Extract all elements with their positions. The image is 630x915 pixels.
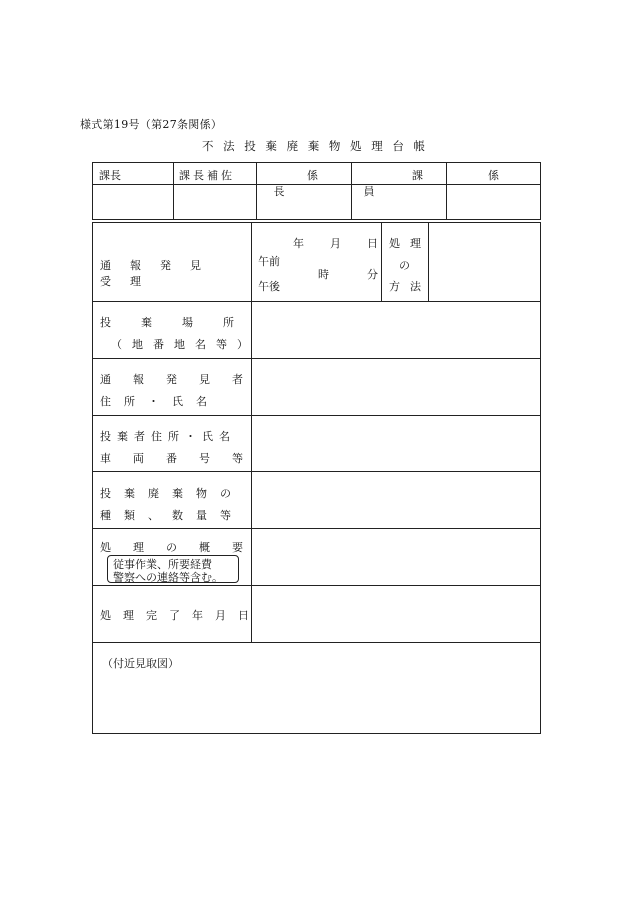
processing-method-label-3: 方法 — [389, 280, 431, 293]
dump-location-sublabel: （地番地名等） — [111, 338, 258, 351]
approval-header-section-chief: 課長 — [99, 169, 121, 182]
approval-header-unit-chief: 係長 — [273, 169, 368, 198]
processing-method-label-1: 処理 — [389, 237, 431, 250]
handling-outline-label: 処理の概要 — [100, 541, 265, 554]
dump-location-label: 投棄場所 — [100, 316, 264, 329]
dumper-address-name-label: 投棄者住所・氏名 — [100, 430, 236, 443]
approval-header-clerk: 係 — [488, 169, 499, 182]
vehicle-number-label: 車両番号等 — [100, 452, 265, 465]
reporter-address-name-label: 住所・氏名 — [100, 395, 220, 408]
nearby-map-label: （付近見取図） — [102, 657, 179, 670]
document-title: 不 法 投 棄 廃 棄 物 処 理 台 帳 — [201, 139, 429, 153]
ledger-table — [92, 222, 541, 734]
handling-outline-note-2: 警察への連絡等含む。 — [113, 571, 223, 584]
completion-date-label: 処理完了年月日 — [100, 609, 261, 622]
reporter-label: 通報発見者 — [100, 373, 265, 386]
report-am-label: 午前 — [258, 255, 280, 268]
approval-header-deputy-chief: 課長補佐 — [179, 169, 235, 182]
approval-header-staff: 課員 — [363, 169, 483, 198]
waste-type-quantity-label: 種類、数量等 — [100, 509, 244, 522]
processing-method-label-2: の — [399, 259, 410, 272]
dumped-waste-label: 投棄廃棄物の — [100, 487, 244, 500]
form-number: 様式第19号（第27条関係） — [80, 118, 223, 131]
report-time-units: 時 分 — [318, 268, 378, 281]
handling-outline-note-1: 従事作業、所要経費 — [113, 558, 212, 571]
report-date-units: 年 月 日 — [293, 237, 378, 250]
approval-table — [92, 162, 541, 220]
report-pm-label: 午後 — [258, 280, 280, 293]
report-received-label: 通報発見受理 — [100, 259, 220, 288]
